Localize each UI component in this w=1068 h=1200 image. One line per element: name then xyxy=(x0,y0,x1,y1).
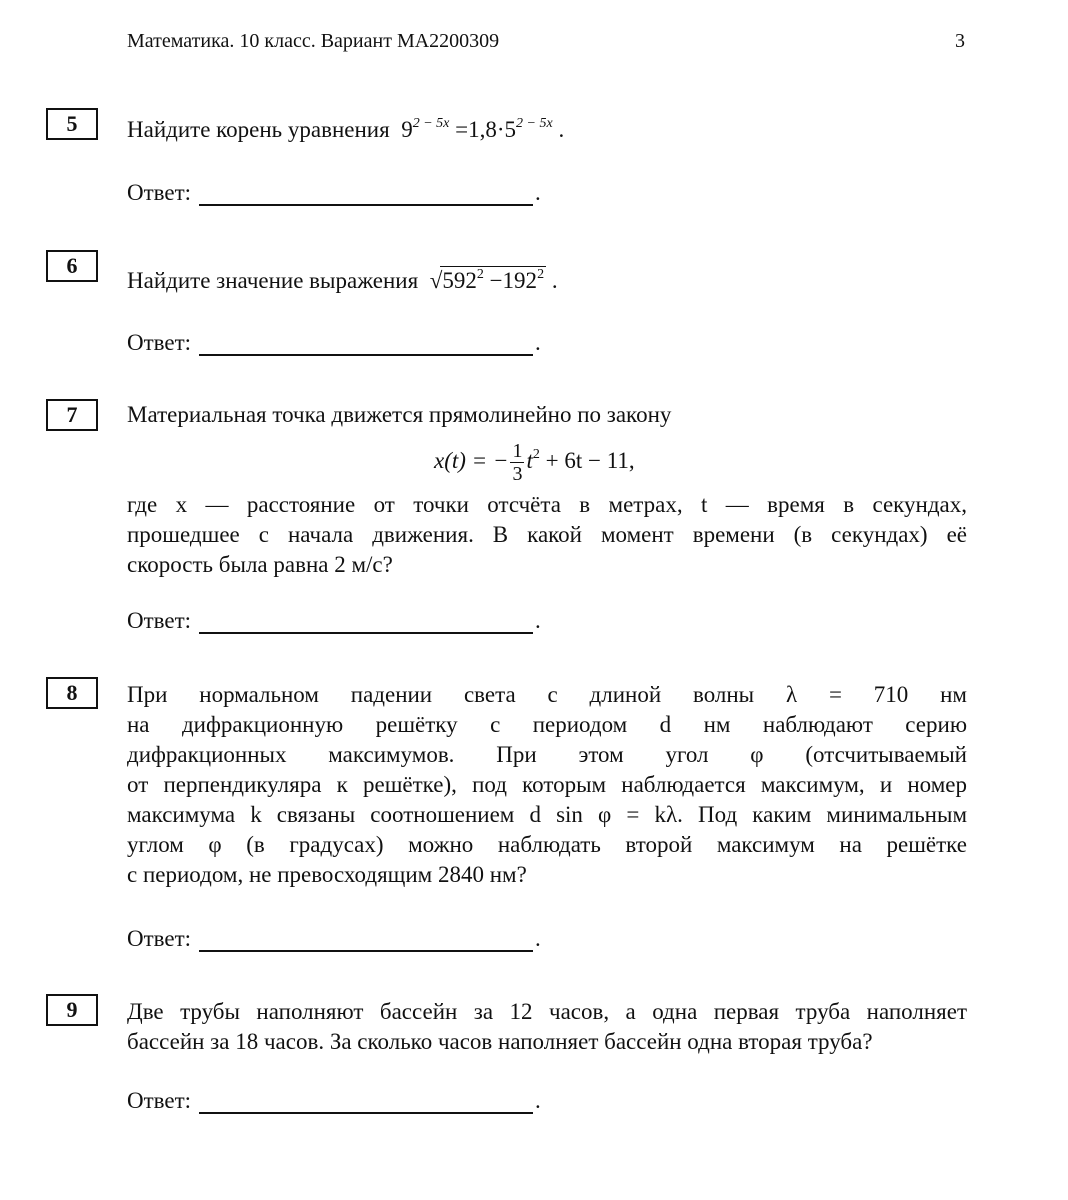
task-5-equation: $9^{2 - 5x} =1,8\cdot 5^{2 - 5x}$ . xyxy=(401,116,565,142)
task-7-body: где x — расстояние от точки отсчёта в метрах, t — время в секундах, прошедшее с начала движения. В какой момент времени (в секундах) её скорость была равна 2 м/с? xyxy=(127,492,967,577)
answer-label: Ответ: xyxy=(127,1088,192,1113)
task-number-8: 8 xyxy=(46,677,98,709)
task-5-text xyxy=(127,116,564,143)
task-7-prompt: Материальная точка движется прямолинейно по закону xyxy=(127,402,672,427)
task-number-5: 5 xyxy=(46,108,98,140)
answer-label: Ответ: xyxy=(127,330,192,355)
task-number-9: 9 xyxy=(46,994,98,1026)
answer-label: Ответ: xyxy=(127,180,192,205)
answer-field-7[interactable]: Ответ: . xyxy=(127,608,541,633)
answer-field-8[interactable]: Ответ: . xyxy=(127,926,541,951)
task-number-6: 6 xyxy=(46,250,98,282)
task-number-7: 7 xyxy=(46,399,98,431)
answer-label: Ответ: xyxy=(127,608,192,633)
answer-line[interactable] xyxy=(199,1090,533,1114)
task-9-body: Две трубы наполняют бассейн за 12 часов, а одна первая труба наполняет бассейн за 18 часов. За сколько часов наполняет бассейн одна вторая труба? xyxy=(127,999,967,1054)
task-8-body: При нормальном падении света с длиной волны λ = 710 нм на дифракционную решётку с периодом d нм наблюдают серию дифракционных максимумов. При этом угол φ (отсчитываемый от перпендикуляра к решётке), под которым наблюдается максимум, и номер максимума k связаны соотношением d sin φ = kλ. Под каким минимальным углом φ (в градусах) можно наблюдать второй максимум на решётке с периодом, не превосходящим 2840 нм? xyxy=(127,682,967,887)
task-7-formula: x(t) = − $\frac{1}{3}$ $t^2 + 6t - 11$, xyxy=(434,440,635,485)
answer-line[interactable] xyxy=(199,610,533,634)
task-6-text xyxy=(127,266,558,294)
page-number: 3 xyxy=(955,30,965,52)
page-header-title: Математика. 10 класс. Вариант МА2200309 xyxy=(127,30,500,52)
answer-line[interactable] xyxy=(199,182,533,206)
answer-field-5[interactable]: Ответ: . xyxy=(127,180,541,205)
answer-field-6[interactable]: Ответ: . xyxy=(127,330,541,355)
answer-field-9[interactable]: Ответ: . xyxy=(127,1088,541,1113)
answer-line[interactable] xyxy=(199,928,533,952)
task-5-prompt: Найдите корень уравнения xyxy=(127,117,390,142)
answer-label: Ответ: xyxy=(127,926,192,951)
task-6-expression: $√592^2 -192^2$ . xyxy=(423,267,558,293)
task-6-prompt: Найдите значение выражения xyxy=(127,268,419,293)
answer-line[interactable] xyxy=(199,332,533,356)
